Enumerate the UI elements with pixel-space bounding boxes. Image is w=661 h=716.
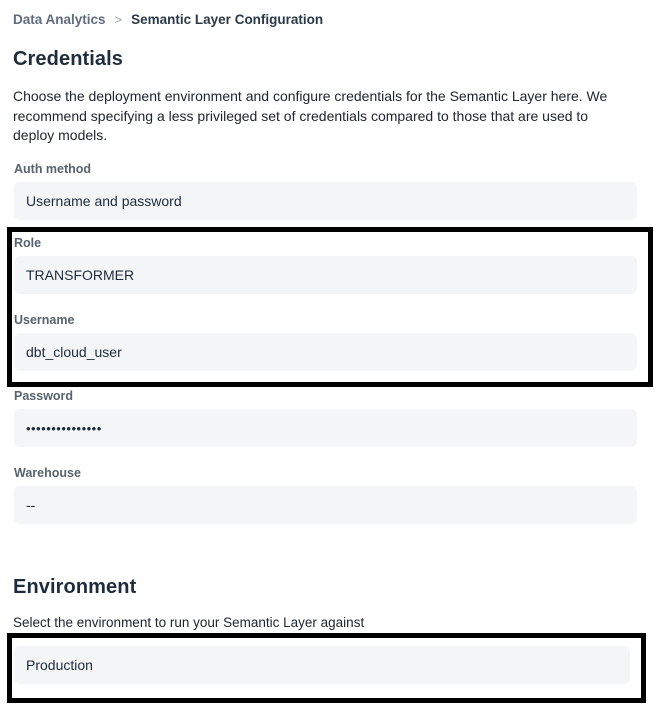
username-value: dbt_cloud_user bbox=[26, 343, 122, 360]
password-field-group bbox=[0, 390, 661, 447]
breadcrumb-separator-icon: > bbox=[114, 12, 123, 27]
credentials-section bbox=[0, 48, 661, 524]
auth-method-select[interactable] bbox=[14, 182, 637, 220]
username-label: Username bbox=[14, 312, 75, 327]
username-field-group bbox=[12, 314, 637, 371]
warehouse-value: -- bbox=[26, 496, 36, 513]
password-input[interactable] bbox=[14, 409, 637, 447]
annotation-highlight-role-username bbox=[7, 227, 653, 387]
role-input[interactable] bbox=[14, 256, 637, 294]
breadcrumb-item-data-analytics[interactable]: Data Analytics bbox=[13, 12, 106, 27]
environment-field-group bbox=[12, 646, 630, 684]
warehouse-field-group bbox=[0, 467, 661, 524]
password-masked-value: ••••••••••••••• bbox=[26, 421, 102, 436]
breadcrumb bbox=[0, 12, 661, 27]
warehouse-input[interactable] bbox=[14, 486, 637, 524]
environment-section bbox=[0, 576, 661, 703]
warehouse-label: Warehouse bbox=[14, 465, 81, 480]
role-value: TRANSFORMER bbox=[26, 266, 135, 283]
annotation-highlight-environment bbox=[7, 633, 646, 703]
environment-title: Environment bbox=[13, 575, 137, 598]
role-label: Role bbox=[14, 235, 42, 250]
role-field-group bbox=[12, 237, 637, 294]
credentials-description: Choose the deployment environment and configure credentials for the Semantic Layer here. We recommend specifying a less privileged set of credentials compared to those that are used to deploy models. bbox=[13, 88, 608, 143]
breadcrumb-item-semantic-layer-configuration: Semantic Layer Configuration bbox=[131, 12, 324, 27]
environment-select[interactable] bbox=[14, 646, 630, 684]
username-input[interactable] bbox=[14, 333, 637, 371]
password-label: Password bbox=[14, 388, 74, 403]
environment-value: Production bbox=[26, 656, 93, 673]
credentials-title: Credentials bbox=[13, 48, 124, 70]
auth-method-label: Auth method bbox=[14, 161, 92, 176]
environment-description: Select the environment to run your Semantic Layer against bbox=[13, 614, 365, 630]
auth-method-value: Username and password bbox=[26, 192, 182, 209]
auth-method-field-group bbox=[0, 163, 661, 220]
